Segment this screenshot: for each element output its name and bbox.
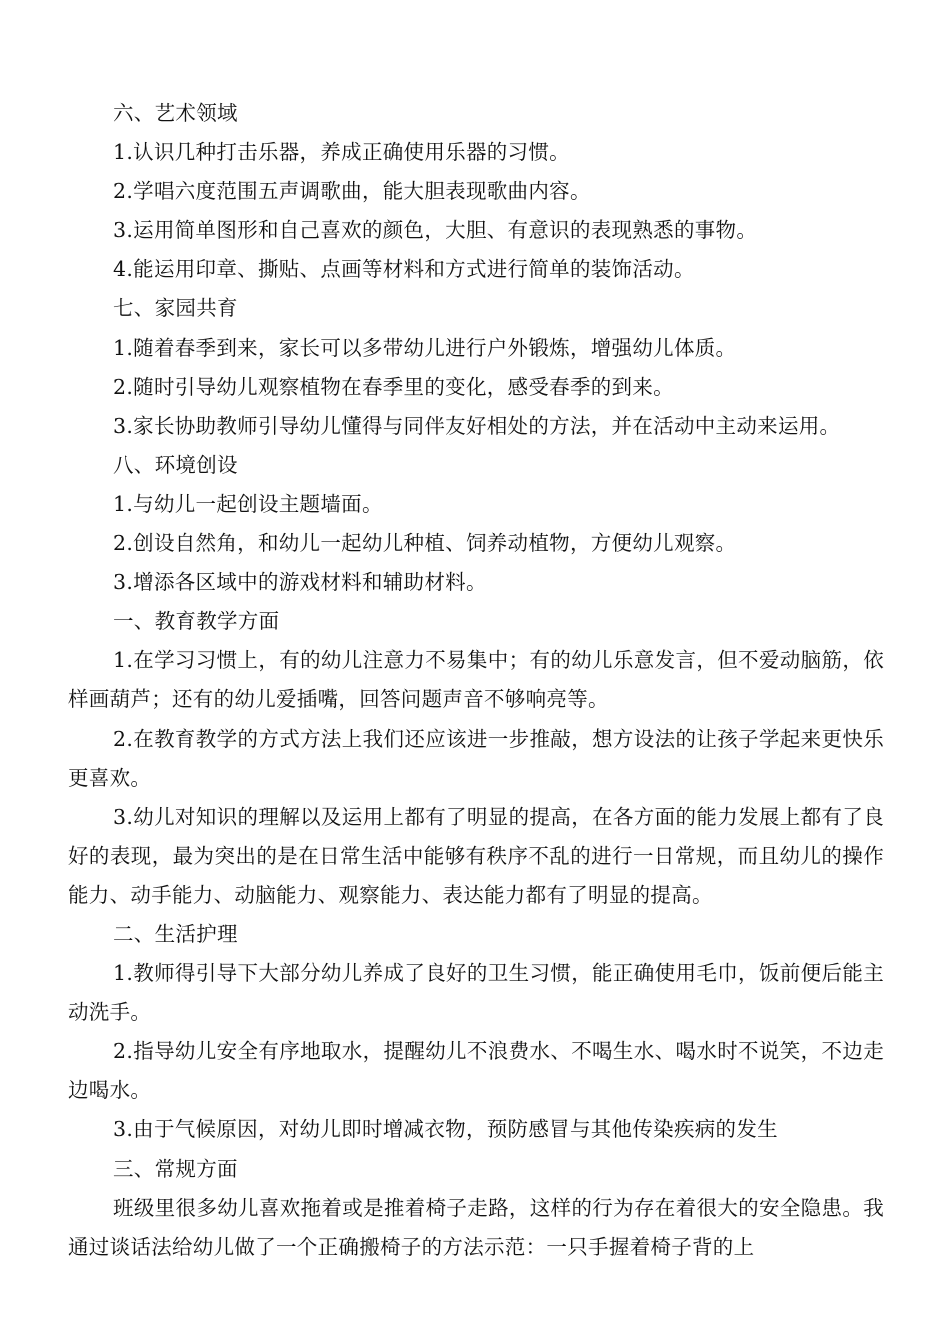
heading-routine: 三、常规方面 (113, 1156, 238, 1181)
heading-environment: 八、环境创设 (113, 452, 238, 477)
home-school-item-2: 2.随时引导幼儿观察植物在春季里的变化，感受春季的到来。 (113, 374, 674, 399)
heading-life-care: 二、生活护理 (113, 921, 238, 946)
life-care-item-1: 1.教师得引导下大部分幼儿养成了良好的卫生习惯，能正确使用毛巾，饭前便后能主动洗手。 (68, 961, 884, 1025)
routine-paragraph: 班级里很多幼儿喜欢拖着或是推着椅子走路，这样的行为存在着很大的安全隐患。我通过谈话法给幼儿做了一个正确搬椅子的方法示范：一只手握着椅子背的上 (68, 1195, 884, 1259)
environment-item-1: 1.与幼儿一起创设主题墙面。 (113, 491, 383, 516)
life-care-item-3: 3.由于气候原因，对幼儿即时增减衣物，预防感冒与其他传染疾病的发生 (113, 1117, 778, 1142)
heading-home-school: 七、家园共育 (113, 296, 238, 321)
teaching-item-2: 2.在教育教学的方式方法上我们还应该进一步推敲，想方设法的让孩子学起来更快乐更喜欢。 (68, 726, 884, 790)
document-body (68, 94, 884, 1267)
home-school-item-1: 1.随着春季到来，家长可以多带幼儿进行户外锻炼，增强幼儿体质。 (113, 335, 737, 360)
art-item-2: 2.学唱六度范围五声调歌曲，能大胆表现歌曲内容。 (113, 179, 591, 204)
home-school-item-3: 3.家长协助教师引导幼儿懂得与同伴友好相处的方法，并在活动中主动来运用。 (113, 413, 841, 438)
art-item-3: 3.运用简单图形和自己喜欢的颜色，大胆、有意识的表现熟悉的事物。 (113, 218, 758, 243)
environment-item-2: 2.创设自然角，和幼儿一起幼儿种植、饲养动植物，方便幼儿观察。 (113, 531, 737, 556)
art-item-1: 1.认识几种打击乐器，养成正确使用乐器的习惯。 (113, 140, 570, 165)
environment-item-3: 3.增添各区域中的游戏材料和辅助材料。 (113, 570, 487, 595)
heading-teaching: 一、教育教学方面 (113, 609, 280, 634)
teaching-item-3: 3.幼儿对知识的理解以及运用上都有了明显的提高，在各方面的能力发展上都有了良好的表现，最为突出的是在日常生活中能够有秩序不乱的进行一日常规，而且幼儿的操作能力、动手能力、动脑能力、观察能力、表达能力都有了明显的提高。 (68, 804, 884, 907)
life-care-item-2: 2.指导幼儿安全有序地取水，提醒幼儿不浪费水、不喝生水、喝水时不说笑，不边走边喝水。 (68, 1039, 884, 1103)
art-item-4: 4.能运用印章、撕贴、点画等材料和方式进行简单的装饰活动。 (113, 257, 695, 282)
heading-art-domain: 六、艺术领域 (113, 101, 238, 125)
teaching-item-1: 1.在学习习惯上，有的幼儿注意力不易集中；有的幼儿乐意发言，但不爱动脑筋，依样画葫芦；还有的幼儿爱插嘴，回答问题声音不够响亮等。 (68, 648, 884, 712)
